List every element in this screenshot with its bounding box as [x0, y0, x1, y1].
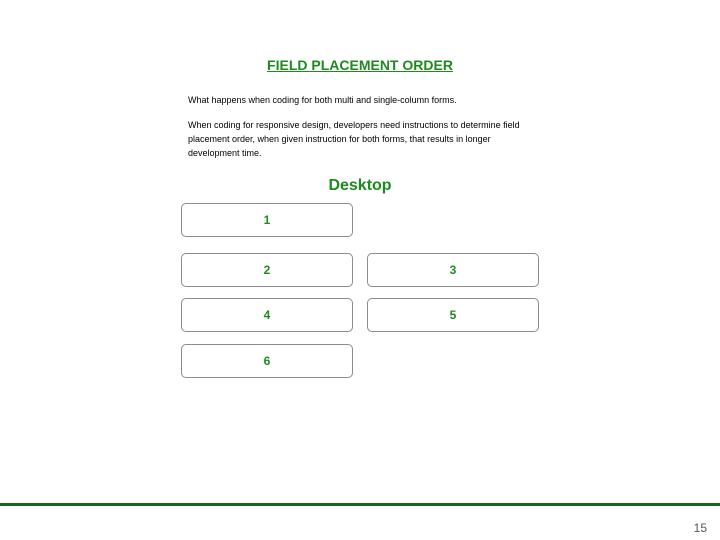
field-box-1: 1: [181, 203, 353, 237]
page-number: 15: [693, 521, 707, 535]
intro-paragraph: What happens when coding for both multi and single-column forms.: [188, 95, 457, 105]
footer-divider: [0, 503, 720, 506]
field-box-6: 6: [181, 344, 353, 378]
desktop-heading: Desktop: [328, 177, 392, 194]
field-box-2: 2: [181, 253, 353, 287]
slide-title: FIELD PLACEMENT ORDER: [267, 57, 453, 73]
field-box-3: 3: [367, 253, 539, 287]
field-box-4: 4: [181, 298, 353, 332]
field-box-5: 5: [367, 298, 539, 332]
detail-paragraph: When coding for responsive design, developers need instructions to determine field placement order, when given instruction for both forms, that results in longer development time.: [188, 120, 520, 158]
